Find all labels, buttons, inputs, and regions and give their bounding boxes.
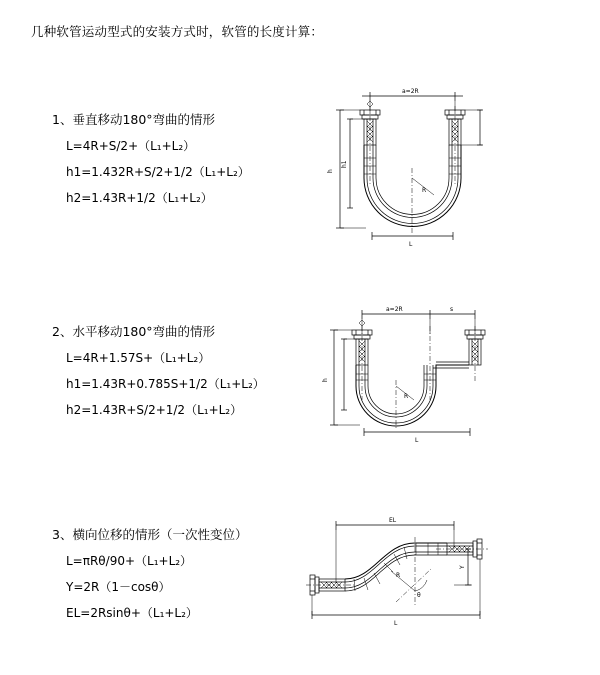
section-1-formula-1: L=4R+S/2+（L₁+L₂） <box>66 139 196 153</box>
section-1-formula-2: h1=1.432R+S/2+1/2（L₁+L₂） <box>66 165 250 179</box>
figure-2-svg <box>310 290 500 460</box>
section-1-formula-3: h2=1.43R+1/2（L₁+L₂） <box>66 191 213 205</box>
section-2-text <box>52 322 302 427</box>
figure-1-label-h: h <box>327 169 334 173</box>
figure-horizontal-180 <box>310 290 500 460</box>
section-2-formula-1: L=4R+1.57S+（L₁+L₂） <box>66 351 211 365</box>
figure-3-label-length: L <box>394 620 398 627</box>
section-3-formula-2: Y=2R（1－cosθ） <box>66 580 171 594</box>
figure-1-svg <box>310 68 500 268</box>
figure-3-label-el: EL <box>389 517 397 524</box>
figure-2-label-radius: R <box>404 393 409 400</box>
figure-3-label-offset: Y <box>459 565 466 569</box>
figure-lateral-offset <box>296 507 496 637</box>
figure-2-label-top-dim2: s <box>450 306 454 313</box>
section-1-text <box>52 110 302 215</box>
figure-vertical-180 <box>310 68 500 268</box>
figure-1-label-radius: R <box>422 187 427 194</box>
page-title: 几种软管运动型式的安装方式时，软管的长度计算： <box>31 24 324 39</box>
section-2-formula-3: h2=1.43R+S/2+1/2（L₁+L₂） <box>66 403 243 417</box>
figure-2-label-length: L <box>415 437 419 444</box>
section-3-text <box>52 525 302 630</box>
figure-1-label-length: L <box>409 241 413 248</box>
figure-2-label-h: h <box>322 378 329 382</box>
section-3-title: 3、横向位移的情形（一次性变位） <box>52 527 248 542</box>
section-3-formula-1: L=πRθ/90+（L₁+L₂） <box>66 554 193 568</box>
section-1-title: 1、垂直移动180°弯曲的情形 <box>52 112 216 127</box>
figure-1-label-top-dim: a=2R <box>402 88 419 95</box>
figure-2-label-top-dim: a=2R <box>386 306 403 313</box>
section-2-formula-2: h1=1.43R+0.785S+1/2（L₁+L₂） <box>66 377 265 391</box>
figure-1-label-h1: h1 <box>341 160 348 168</box>
section-3-formula-3: EL=2Rsinθ+（L₁+L₂） <box>66 606 198 620</box>
figure-3-label-angle: θ <box>417 592 421 599</box>
section-2-title: 2、水平移动180°弯曲的情形 <box>52 324 216 339</box>
figure-3-svg <box>296 507 496 637</box>
figure-3-label-radius: R <box>396 572 401 579</box>
